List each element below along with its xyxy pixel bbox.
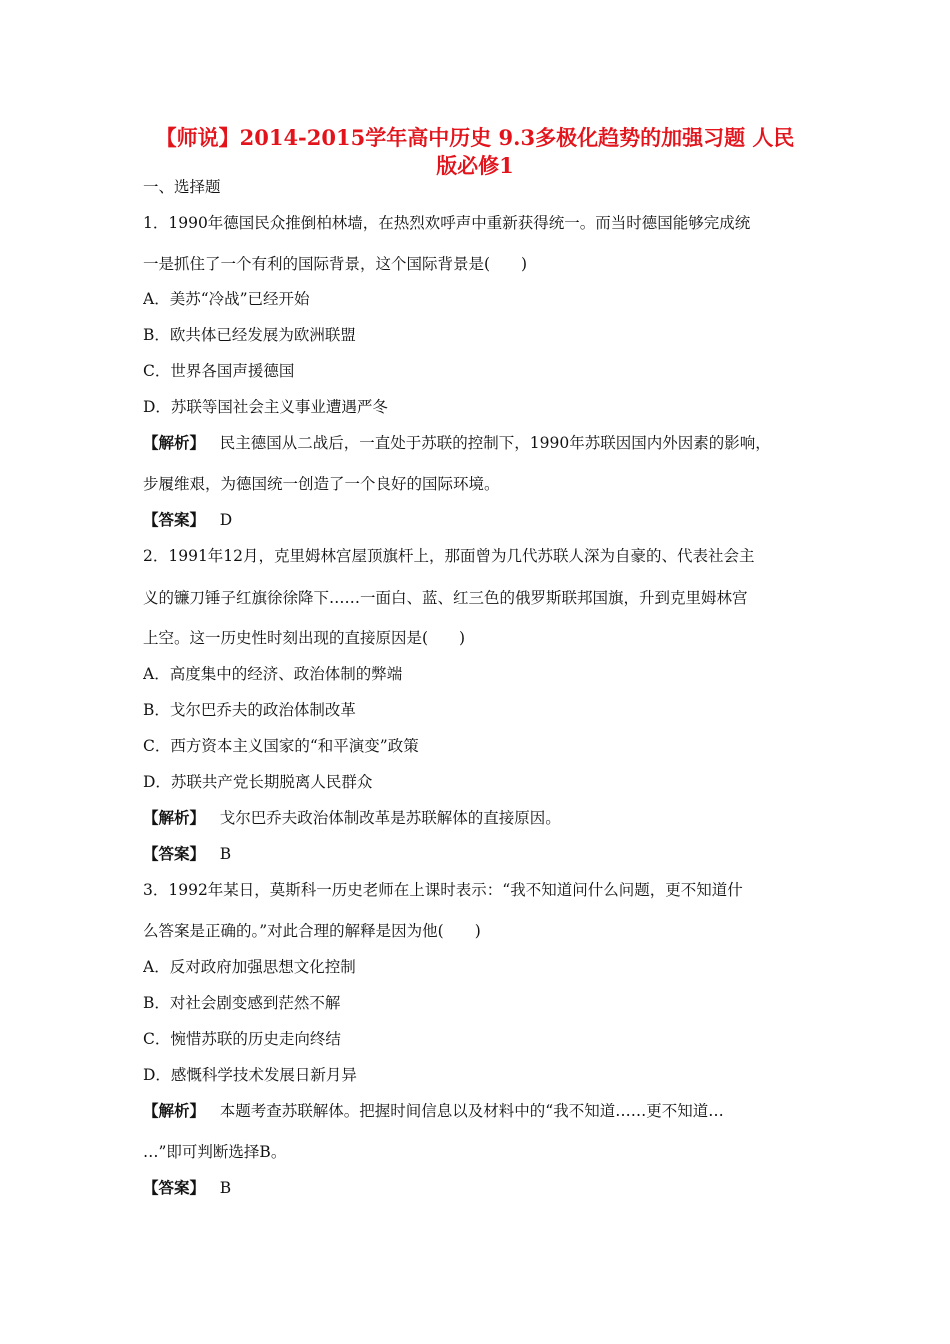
question-3-stem-line-2: 么答案是正确的。”对此合理的解释是因为他( ) <box>143 922 481 940</box>
question-1-analysis-line-2: 步履维艰，为德国统一创造了一个良好的国际环境。 <box>143 475 500 493</box>
analysis-text: 民主德国从二战后，一直处于苏联的控制下，1990年苏联因国内外因素的影响， <box>219 434 771 452</box>
document-title-line-2: 版必修1 <box>436 153 514 178</box>
question-2-option-b: B．戈尔巴乔夫的政治体制改革 <box>143 701 356 719</box>
question-2-analysis-line-1 <box>143 808 833 828</box>
question-1-stem-line-2: 一是抓住了一个有利的国际背景，这个国际背景是( ) <box>143 255 528 273</box>
analysis-tag: 【解析】 <box>143 433 206 452</box>
question-3-option-d: D．感慨科学技术发展日新月异 <box>143 1066 357 1084</box>
question-3-option-a: A．反对政府加强思想文化控制 <box>143 958 356 976</box>
analysis-tag: 【解析】 <box>143 1101 206 1120</box>
analysis-text: 本题考查苏联解体。把握时间信息以及材料中的“我不知道……更不知道… <box>219 1102 724 1120</box>
answer-value: B <box>219 1179 232 1197</box>
question-1-analysis-line-1 <box>143 433 833 453</box>
answer-tag: 【答案】 <box>143 1178 206 1197</box>
question-1-option-d: D．苏联等国社会主义事业遭遇严冬 <box>143 398 388 416</box>
answer-tag: 【答案】 <box>143 510 206 529</box>
question-3-option-b: B．对社会剧变感到茫然不解 <box>143 994 341 1012</box>
question-3-stem-line-1: 3．1992年某日，莫斯科一历史老师在上课时表示：“我不知道问什么问题，更不知道什 <box>143 881 743 899</box>
document-title-line-1: 【师说】2014-2015学年高中历史 9.3多极化趋势的加强习题 人民 <box>155 125 795 150</box>
analysis-text: 戈尔巴乔夫政治体制改革是苏联解体的直接原因。 <box>219 809 561 827</box>
question-2-option-a: A．高度集中的经济、政治体制的弊端 <box>143 665 403 683</box>
question-2-stem-line-3: 上空。这一历史性时刻出现的直接原因是( ) <box>143 629 466 647</box>
answer-value: B <box>219 845 232 863</box>
question-2-answer <box>143 844 833 864</box>
question-3-analysis-line-1 <box>143 1101 833 1121</box>
question-1-answer <box>143 510 833 530</box>
question-2-option-d: D．苏联共产党长期脱离人民群众 <box>143 773 373 791</box>
question-2-stem-line-1: 2．1991年12月，克里姆林宫屋顶旗杆上，那面曾为几代苏联人深为自豪的、代表社会主 <box>143 547 755 565</box>
question-1-option-b: B．欧共体已经发展为欧洲联盟 <box>143 326 356 344</box>
question-1-option-c: C．世界各国声援德国 <box>143 362 295 380</box>
answer-value: D <box>219 511 233 529</box>
question-1-stem-line-1: 1．1990年德国民众推倒柏林墙，在热烈欢呼声中重新获得统一。而当时德国能够完成统 <box>143 214 751 232</box>
section-heading: 一、选择题 <box>143 178 221 196</box>
question-1-option-a: A．美苏“冷战”已经开始 <box>143 290 310 308</box>
analysis-tag: 【解析】 <box>143 808 206 827</box>
question-3-answer <box>143 1178 833 1198</box>
question-3-analysis-line-2: …”即可判断选择B。 <box>143 1143 287 1161</box>
question-2-stem-line-2: 义的镰刀锤子红旗徐徐降下……一面白、蓝、红三色的俄罗斯联邦国旗，升到克里姆林宫 <box>143 589 748 607</box>
question-3-option-c: C．惋惜苏联的历史走向终结 <box>143 1030 341 1048</box>
question-2-option-c: C．西方资本主义国家的“和平演变”政策 <box>143 737 419 755</box>
answer-tag: 【答案】 <box>143 844 206 863</box>
